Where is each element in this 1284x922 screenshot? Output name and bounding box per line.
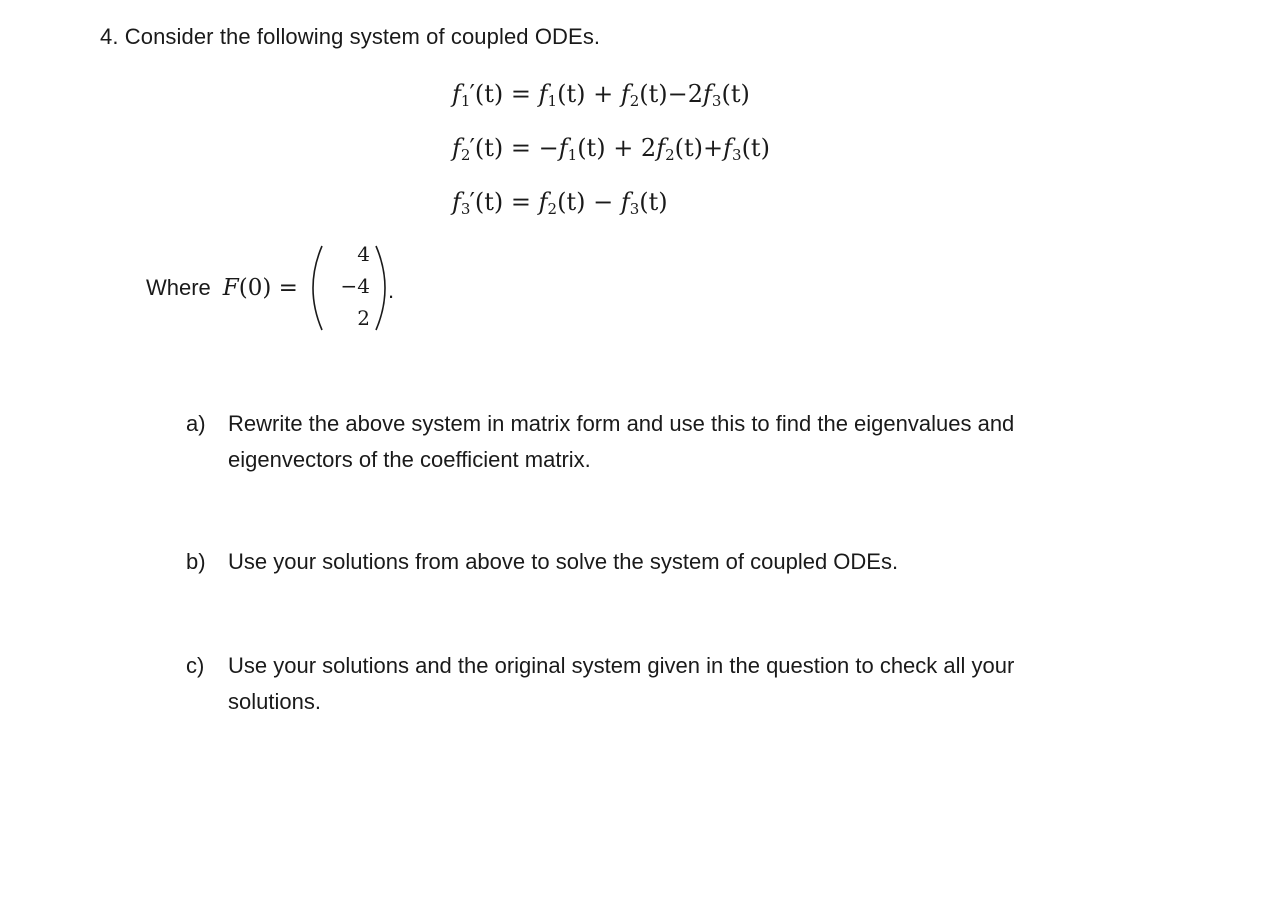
eq3-lhs-prime: ′	[469, 188, 475, 216]
eq1-t2-f: f	[620, 80, 630, 108]
eq2-t3-f: f	[723, 134, 733, 162]
eq1-t1-arg: (t) +	[557, 80, 621, 108]
eq1-t3-sub: 3	[711, 92, 722, 110]
eq1-lhs-arg: (t) =	[474, 80, 539, 108]
part-b-text: Use your solutions from above to solve the system of coupled ODEs.	[228, 549, 899, 574]
ode-equation-1	[452, 80, 750, 110]
eq3-t2-sub: 3	[629, 200, 640, 218]
vector-entry-1: 4	[357, 242, 370, 266]
eq2-lhs-prime: ′	[469, 134, 475, 162]
part-c-text: Use your solutions and the original system given in the question to check all your solutions.	[228, 653, 1015, 714]
eq2-lhs-arg: (t) = −	[474, 134, 559, 162]
eq3-t1-f: f	[538, 188, 548, 216]
eq2-t2-f: f	[656, 134, 666, 162]
vector-entry-3: 2	[357, 306, 370, 330]
ode-equation-2	[452, 134, 770, 164]
left-paren	[313, 246, 322, 330]
eq3-lhs-sub: 3	[460, 200, 471, 218]
eq1-t1-sub: 1	[547, 92, 558, 110]
f0-letter: F	[222, 275, 239, 301]
where-label: Where	[146, 275, 211, 300]
eq2-t3-arg: (t)	[741, 134, 770, 162]
part-a-letter: a)	[186, 411, 206, 436]
part-b	[186, 544, 1106, 580]
question-heading: 4. Consider the following system of coupled ODEs.	[100, 24, 601, 49]
eq1-lhs-f: f	[452, 80, 461, 108]
eq1-lhs-prime: ′	[469, 80, 475, 108]
eq1-lhs-sub: 1	[460, 92, 471, 110]
part-c-letter: c)	[186, 653, 205, 678]
eq1-t2-arg: (t)−2	[639, 80, 704, 108]
f0-arg: (0) =	[238, 275, 298, 301]
eq1-t3-arg: (t)	[721, 80, 750, 108]
eq3-t2-f: f	[620, 188, 630, 216]
ode-equation-3	[452, 188, 668, 218]
eq3-t1-arg: (t) −	[557, 188, 621, 216]
vector-entry-2: −4	[340, 274, 370, 298]
eq2-t2-sub: 2	[665, 146, 675, 164]
eq2-t3-sub: 3	[732, 146, 742, 164]
right-paren	[376, 246, 385, 330]
eq2-lhs-f: f	[452, 134, 461, 162]
part-c	[186, 648, 1106, 720]
eq2-t1-f: f	[558, 134, 568, 162]
eq2-t1-sub: 1	[567, 146, 578, 164]
part-a	[186, 406, 1106, 478]
part-a-text: Rewrite the above system in matrix form and use this to find the eigenvalues and eigenvectors of the coefficient matrix.	[228, 411, 1015, 472]
eq3-lhs-f: f	[452, 188, 461, 216]
eq3-lhs-arg: (t) =	[474, 188, 539, 216]
eq2-t1-arg: (t) + 2	[577, 134, 657, 162]
vector-period: .	[387, 278, 395, 303]
eq2-t2-arg: (t)+	[674, 134, 724, 162]
eq1-t1-f: f	[538, 80, 548, 108]
eq3-t1-sub: 2	[547, 200, 558, 218]
eq2-lhs-sub: 2	[460, 146, 471, 164]
initial-condition	[146, 242, 394, 334]
eq3-t2-arg: (t)	[639, 188, 668, 216]
eq1-t2-sub: 2	[629, 92, 640, 110]
f-of-zero	[223, 275, 298, 301]
part-b-letter: b)	[186, 549, 206, 574]
initial-vector	[304, 242, 394, 334]
eq1-t3-f: f	[703, 80, 712, 108]
